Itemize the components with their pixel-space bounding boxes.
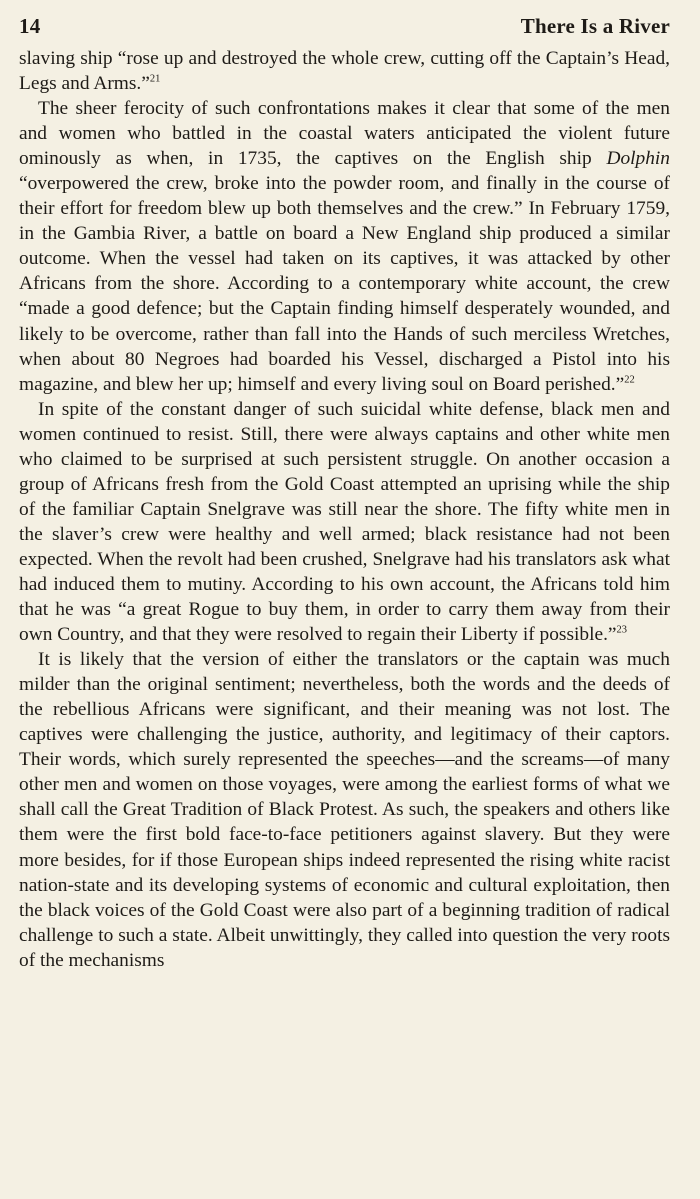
paragraph-4 <box>19 647 670 973</box>
paragraph-text: The sheer ferocity of such confrontations makes it clear that some of the men and women who battled in the coastal waters anticipated the violent future ominously as when, in 1735, the captives on the English ship <box>19 98 670 170</box>
paragraph-1 <box>19 46 670 96</box>
footnote-ref-22: 22 <box>624 374 635 386</box>
text-body <box>19 46 670 973</box>
paragraph-text: “overpowered the crew, broke into the powder room, and finally in the course of their effort for freedom blew up both themselves and the crew.” In February 1759, in the Gambia River, a battle on board a New England ship produced a similar outcome. When the vessel had taken on its captives, it was attacked by other Africans from the shore. According to a contemporary white account, the crew “made a good defence; but the Captain finding himself desperately wounded, and likely to be overcome, rather than fall into the Hands of such merciless Wretches, when about 80 Negroes had boarded his Vessel, discharged a Pistol into his magazine, and blew her up; himself and every living soul on Board perished.” <box>19 173 670 395</box>
footnote-ref-23: 23 <box>616 624 628 636</box>
running-head <box>19 14 670 44</box>
ship-name-dolphin: Dolphin <box>606 148 670 170</box>
paragraph-text: It is likely that the version of either the translators or the captain was much milder than the original sentiment; nevertheless, both the words and the deeds of the rebellious Africans were significant, and their meaning was not lost. The captives were challenging the justice, authority, and legitimacy of their captors. Their words, which surely represented the speeches—and the screams—of many other men and women on those voyages, were among the earliest forms of what we shall call the Great Tradition of Black Protest. As such, the speakers and others like them were the first bold face-to-face petitioners against slavery. But they were more besides, for if those European ships indeed represented the rising white racist nation-state and its developing systems of economic and cultural exploitation, then the black voices of the Gold Coast were also part of a beginning tradition of radical challenge to such a state. Albeit unwittingly, they called into question the very roots of the mechanisms <box>19 649 670 971</box>
running-title: There Is a River <box>520 14 670 38</box>
footnote-ref-21: 21 <box>149 73 161 85</box>
paragraph-text: slaving ship “rose up and destroyed the whole crew, cutting off the Captain’s Head, Legs and Arms.” <box>19 48 670 95</box>
page-number: 14 <box>19 14 41 38</box>
paragraph-3 <box>19 397 670 647</box>
paragraph-2 <box>19 96 670 397</box>
paragraph-text: In spite of the constant danger of such suicidal white defense, black men and women continued to resist. Still, there were always captains and other white men who claimed to be surprised at such persistent struggle. On another occasion a group of Africans fresh from the Gold Coast attempted an uprising while the ship of the familiar Captain Snelgrave was still near the shore. The fifty white men in the slaver’s crew were healthy and well armed; black resistance had not been expected. When the revolt had been crushed, Snelgrave had his translators ask what had induced them to mutiny. According to his own account, the Africans told him that he was “a great Rogue to buy them, in order to carry them away from their own Country, and that they were resolved to regain their Liberty if possible.” <box>19 398 670 646</box>
